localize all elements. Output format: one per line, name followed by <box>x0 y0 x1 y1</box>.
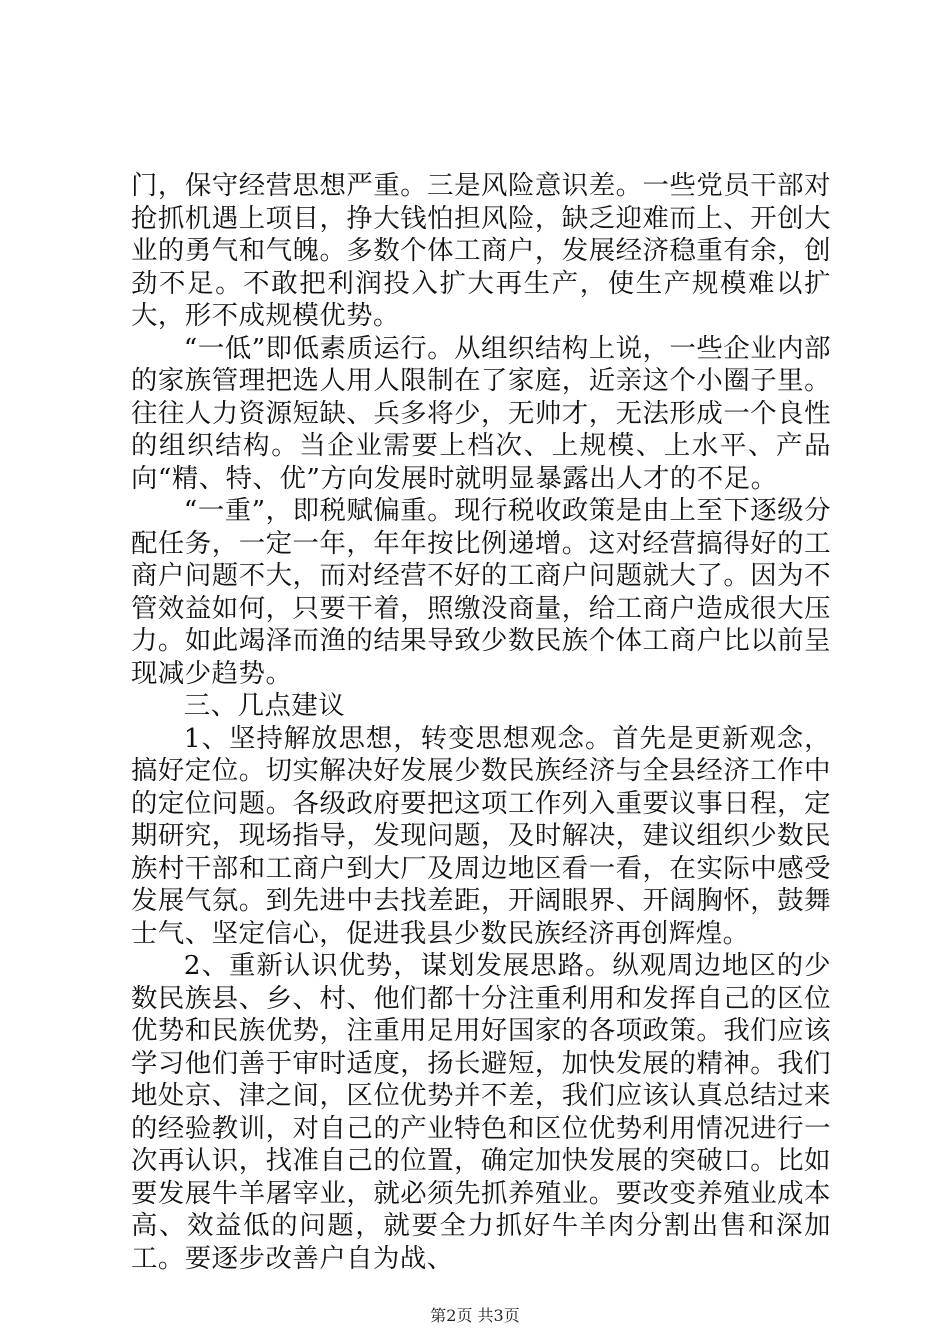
page-number-footer: 第2页 共3页 <box>430 1306 520 1325</box>
paragraph-low-quality: “一低”即低素质运行。从组织结构上说，一些企业内部的家族管理把选人用人限制在了家庭，近亲这个小圈子里。往往人力资源短缺、兵多将少，无帅才，无法形成一个良性的组织结构。当企业需要上档次、上规模、上水平、产品向“精、特、优”方向发展时就明显暴露出人才的不足。 <box>131 332 831 494</box>
document-body <box>131 170 831 1275</box>
paragraph-suggestion-2: 2、重新认识优势，谋划发展思路。纵观周边地区的少数民族县、乡、村、他们都十分注重利用和发挥自己的区位优势和民族优势，注重用足用好国家的各项政策。我们应该学习他们善于审时适度，扬长避短，加快发展的精神。我们地处京、津之间，区位优势并不差，我们应该认真总结过来的经验教训，对自己的产业特色和区位优势利用情况进行一次再认识，找准自己的位置，确定加快发展的突破口。比如要发展牛羊屠宰业，就必须先抓养殖业。要改变养殖业成本高、效益低的问题，就要全力抓好牛羊肉分割出售和深加工。要逐步改善户自为战、 <box>131 950 831 1274</box>
paragraph-suggestion-1: 1、坚持解放思想，转变思想观念。首先是更新观念，搞好定位。切实解决好发展少数民族经济与全县经济工作中的定位问题。各级政府要把这项工作列入重要议事日程，定期研究，现场指导，发现问题，及时解决，建议组织少数民族村干部和工商户到大厂及周边地区看一看，在实际中感受发展气氛。到先进中去找差距，开阔眼界、开阔胸怀，鼓舞士气、坚定信心，促进我县少数民族经济再创辉煌。 <box>131 722 831 949</box>
paragraph-heavy-tax: “一重”，即税赋偏重。现行税收政策是由上至下逐级分配任务，一定一年，年年按比例递增。这对经营搞得好的工商户问题不大，而对经营不好的工商户问题就大了。因为不管效益如何，只要干着，照缴没商量，给工商户造成很大压力。如此竭泽而渔的结果导致少数民族个体工商户比以前呈现减少趋势。 <box>131 495 831 689</box>
section-heading-suggestions: 三、几点建议 <box>183 690 346 721</box>
paragraph-risk-awareness: 门，保守经营思想严重。三是风险意识差。一些党员干部对抢抓机遇上项目，挣大钱怕担风险，缺乏迎难而上、开创大业的勇气和气魄。多数个体工商户，发展经济稳重有余，创劲不足。不敢把利润投入扩大再生产，使生产规模难以扩大，形不成规模优势。 <box>131 170 831 331</box>
